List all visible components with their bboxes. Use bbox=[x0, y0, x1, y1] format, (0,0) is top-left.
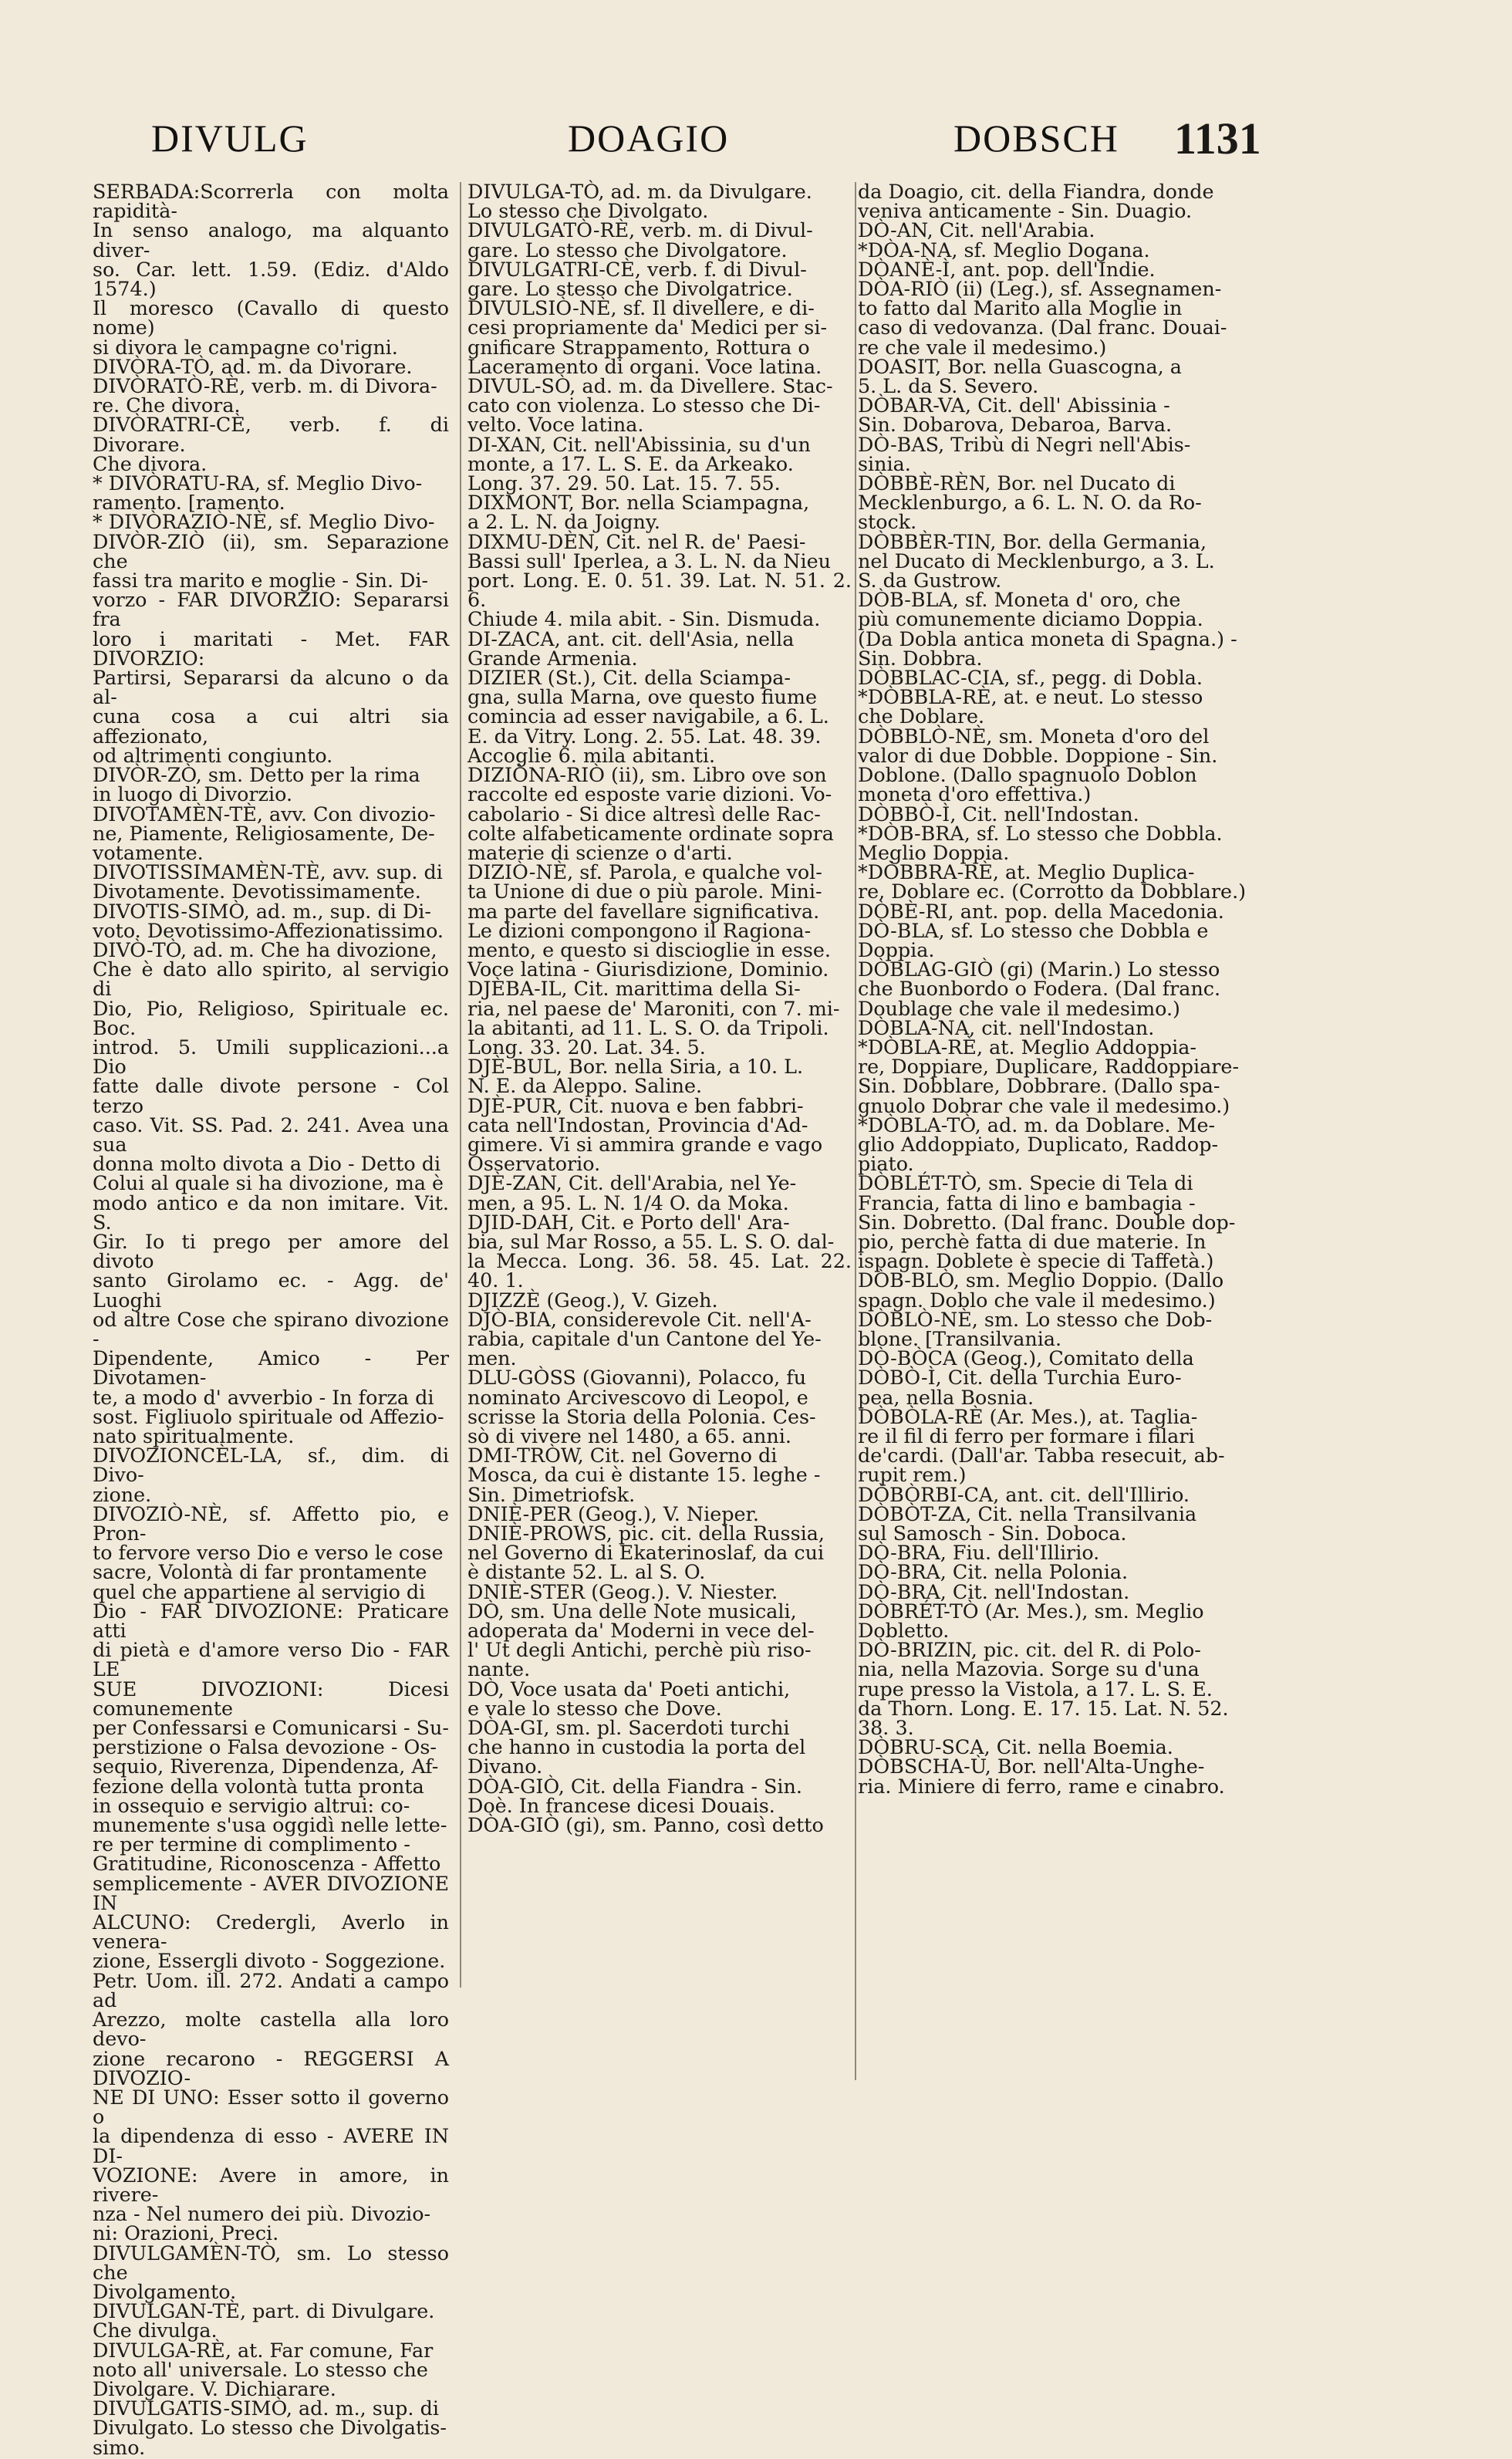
dictionary-entry: DÒ-AN, Cit. nell'Arabia. bbox=[858, 218, 1095, 242]
dictionary-entry: DÒ-BRA, Cit. nella Polonia. bbox=[858, 1560, 1129, 1584]
dictionary-entry: DJÈ-PUR, Cit. nuova e ben fabbri- cata nell'Indostan, Provincia d'Ad- gimere. Vi si ammira grande e vago Osservatorio. bbox=[467, 1093, 823, 1176]
page-number: 1131 bbox=[1174, 113, 1261, 164]
dictionary-entry: da Doagio, cit. della Fiandra, donde veniva anticamente - Sin. Duagio. bbox=[858, 180, 1214, 223]
dictionary-entry: DÒ-BÒCA (Geog.), Comitato della bbox=[858, 1346, 1194, 1370]
dictionary-entry: DIVULGA-RÈ, at. Far comune, Far noto all' universale. Lo stesso che Divolgare. V. Dichiarare. bbox=[93, 2338, 434, 2400]
dictionary-entry: DNIÈ-PER (Geog.), V. Nieper. bbox=[467, 1501, 759, 1525]
dictionary-entry: DÒBÒLA-RÈ (Ar. Mes.), at. Taglia- re il fil di ferro per formare i filari de'cardi. (Dall'ar. Tabba resecuit, ab- rupit rem.) bbox=[858, 1404, 1225, 1487]
dictionary-entry: DIVÒR-ZÒ, sm. Detto per la rima in luogo di Divorzio. bbox=[93, 763, 420, 806]
dictionary-entry: DÒ-BRIZIN, pic. cit. del R. di Polo- nia, nella Mazovia. Sorge su d'una rupe presso la Vistola, a 17. L. S. E. da Thorn. Long. E. 17. 15. Lat. N. 52. 38. 3. bbox=[858, 1638, 1229, 1740]
dictionary-entry: *DÒBLA-RÈ, at. Meglio Addoppia- re, Doppiare, Duplicare, Raddoppiare- Sin. Dobblare, Dobbrare. (Dallo spa- gnuolo Dobrar che vale il medesimo.) bbox=[858, 1035, 1240, 1117]
dictionary-entry: DJID-DAH, Cit. e Porto dell' Ara- bia, sul Mar Rosso, a 55. L. S. O. dal- la Mecca. Long. 36. 58. 45. Lat. 22. 40. 1. bbox=[467, 1210, 852, 1292]
dictionary-entry: DIZIÒ-NÈ, sf. Parola, e qualche vol- ta Unione di due o più parole. Mini- ma parte del favellare significativa. Le dizioni compongono il Ragiona- mento, e questo si discioglie in esse. Voce latina - Giurisdizione, Dominio. bbox=[467, 860, 831, 981]
dictionary-entry: DIVOZIONCÈL-LA, sf., dim. di Divo- zione. bbox=[93, 1444, 449, 1506]
column-2 bbox=[467, 182, 852, 1835]
dictionary-entry: * DIVÒRAZIÒ-NÈ, sf. Meglio Divo- bbox=[93, 510, 435, 534]
dictionary-entry: DLU-GÒSS (Giovanni), Polacco, fu nominato Arcivescovo di Leopol, e scrisse la Storia della Polonia. Ces- sò di vivere nel 1480, a 65. anni. bbox=[467, 1366, 816, 1447]
dictionary-entry: * DIVÒRATU-RA, sf. Meglio Divo- ramento. [ramento. bbox=[93, 471, 423, 515]
dictionary-entry: DÒ, Voce usata da' Poeti antichi, e vale lo stesso che Dove. bbox=[467, 1677, 791, 1720]
dictionary-entry: DÒBBÈR-TIN, Bor. della Germania, nel Ducato di Mecklenburgo, a 3. L. S. da Gustrow. bbox=[858, 529, 1215, 593]
dictionary-entry: *DÒBLA-TÒ, ad. m. da Doblare. Me- glio Addoppiato, Duplicato, Raddop- piato. bbox=[858, 1113, 1219, 1176]
dictionary-entry: DIVÒRA-TÒ, ad. m. da Divorare. bbox=[93, 354, 413, 378]
dictionary-entry: DOASIT, Bor. nella Guascogna, a 5. L. da S. Severo. bbox=[858, 354, 1182, 398]
dictionary-entry: DÒBBÈ-RÈN, Bor. nel Ducato di Mecklenburgo, a 6. L. N. O. da Ro- stock. bbox=[858, 471, 1202, 534]
dictionary-entry: DIVOZIÒ-NÈ, sf. Affetto pio, e Pron- to fervore verso Dio e verso le cose sacre, Volontà di far prontamente quel che appartiene al servigio di Dio - FAR DIVOZIONE: Praticare atti di pietà e d'amore verso Dio - FAR LE SUE DIVOZIONI: Dicesi comunemente per Confessarsi e Comunicarsi - Su- perstizione o Falsa devozione - Os- sequio, Riverenza, Dipendenza, Af- fezione della volontà tutta pronta in ossequio e servigio altrui: co- munemente s'usa oggidì nelle lette- re per termine di complimento - Gratitudine, Riconoscenza - Affetto semplicemente - AVER DIVOZIONE IN ALCUNO: Credergli, Averlo in venera- zione, Essergli divoto - Soggezione. Petr. Uom. ill. 272. Andati a campo ad Arezzo, molte castella alla loro devo- zione recarono - REGGERSI A DIVOZIO- NE DI UNO: Esser sotto il governo o la dipendenza di esso - AVERE IN DI- VOZIONE: Avere in amore, in rivere- nza - Nel numero dei più. Divozio- ni: Orazioni, Preci. bbox=[93, 1501, 449, 2245]
dictionary-entry: *DÒB-BRA, sf. Lo stesso che Dobbla. Meglio Doppia. bbox=[858, 821, 1223, 864]
dictionary-entry: *DÒA-NA, sf. Meglio Dogana. bbox=[858, 238, 1150, 262]
dictionary-entry: DIVUL-SÒ, ad. m. da Divellere. Stac- cato con violenza. Lo stesso che Di- velto. Voce latina. bbox=[467, 374, 833, 437]
dictionary-entry: DIXMONT, Bor. nella Sciampagna, a 2. L. N. da Joigny. bbox=[467, 491, 810, 534]
dictionary-entry: DIXMU-DÈN, Cit. nel R. de' Paesi- Bassi sull' Iperlea, a 3. L. N. da Nieu port. Long. E. 0. 51. 39. Lat. N. 51. 2. 6. Chiude 4. mila abit. - Sin. Dismuda. bbox=[467, 529, 852, 631]
dictionary-entry: DI-XAN, Cit. nell'Abissinia, su d'un monte, a 17. L. S. E. da Arkeako. Long. 37. 29. 50. Lat. 15. 7. 55. bbox=[467, 432, 811, 495]
dictionary-entry: *DÒBBLA-RÈ, at. e neut. Lo stesso che Doblare. bbox=[858, 685, 1203, 728]
dictionary-entry: DÒANÈ-Ì, ant. pop. dell'Indie. bbox=[858, 257, 1156, 281]
column-3 bbox=[858, 182, 1284, 1796]
dictionary-entry: DÒBRÉT-TÒ (Ar. Mes.), sm. Meglio Dobletto. bbox=[858, 1599, 1204, 1643]
dictionary-entry: DÒBÒRBI-CA, ant. cit. dell'Illirio. bbox=[858, 1482, 1190, 1506]
dictionary-entry: DIVULGATRI-CÈ, verb. f. di Divul- gare. Lo stesso che Divolgatrice. bbox=[467, 257, 807, 301]
dictionary-entry: DÒBSCHA-Ù, Bor. nell'Alta-Unghe- ria. Miniere di ferro, rame e cinabro. bbox=[858, 1755, 1225, 1798]
dictionary-entry: DÒB-BLA, sf. Moneta d' oro, che più comunemente diciamo Doppia. (Da Dobla antica moneta di Spagna.) - Sin. Dobbra. bbox=[858, 588, 1237, 670]
dictionary-entry: DIVÒR-ZIÒ (ii), sm. Separazione che fassi tra marito e moglie - Sin. Di- vorzo - FAR DIVORZIO: Separarsi fra loro i maritati - Met. FAR DIVORZIO: Partirsi, Separarsi da alcuno o da al- cuna cosa a cui altri sia affezionato, od altrimenti congiunto. bbox=[93, 529, 449, 767]
dictionary-entry: DÒBRU-SCA, Cit. nella Boemia. bbox=[858, 1735, 1173, 1759]
dictionary-entry: DIVOTISSIMAMÈN-TÈ, avv. sup. di Divotamente. Devotissimamente. bbox=[93, 860, 443, 904]
dictionary-entry: DJÈBA-IL, Cit. marittima della Si- ria, nel paese de' Maroniti, con 7. mi- la abitanti, ad 11. L. S. O. da Tripoli. Long. 33. 20. Lat. 34. 5. bbox=[467, 977, 840, 1059]
dictionary-entry: DIVULGATIS-SIMÒ, ad. m., sup. di Divulgato. Lo stesso che Divolgatis- simo. bbox=[93, 2397, 447, 2459]
column-divider-2 bbox=[855, 182, 856, 2080]
dictionary-entry: DJÈ-BUL, Bor. nella Siria, a 10. L. N. E. da Aleppo. Saline. bbox=[467, 1055, 804, 1098]
dictionary-entry: DIZIER (St.), Cit. della Sciampa- gna, sulla Marna, ove questo fiume comincia ad esser navigabile, a 6. L. E. da Vitry. Long. 2. 55. Lat. 48. 39. Accoglie 6. mila abitanti. bbox=[467, 666, 829, 767]
left-guide-word: DIVULG bbox=[151, 117, 309, 160]
dictionary-entry: DJIZZÈ (Geog.), V. Gizeh. bbox=[467, 1288, 718, 1312]
dictionary-entry: DIVOTAMÈN-TÈ, avv. Con divozio- ne, Piamente, Religiosamente, De- votamente. bbox=[93, 802, 436, 864]
center-guide-word: DOAGIO bbox=[568, 117, 730, 160]
dictionary-entry: DIVULGA-TÒ, ad. m. da Divulgare. Lo stesso che Divolgato. bbox=[467, 180, 812, 223]
dictionary-entry: DÒBÒT-ZA, Cit. nella Transilvania sul Samosch - Sin. Doboca. bbox=[858, 1501, 1197, 1545]
right-guide-word: DOBSCH bbox=[953, 117, 1119, 160]
dictionary-entry: DIZIÒNA-RIÒ (ii), sm. Libro ove son raccolte ed esposte varie dizioni. Vo- cabolario - Si dice altresì delle Rac- colte alfabeticamente ordinate sopra materie di scienze o d'arti. bbox=[467, 763, 834, 864]
dictionary-entry: DÒBBLÒ-NÈ, sm. Moneta d'oro del valor di due Dobble. Doppione - Sin. Doblone. (Dallo spagnuolo Doblon moneta d'oro effettiva.) bbox=[858, 724, 1218, 806]
dictionary-entry: DÒBAR-VA, Cit. dell' Abissinia - Sin. Dobarova, Debaroa, Barva. bbox=[858, 394, 1173, 437]
dictionary-entry: DJÒ-BIA, considerevole Cit. nell'A- rabia, capitale d'un Cantone del Ye- men. bbox=[467, 1307, 822, 1370]
dictionary-entry: DÒ-BAS, Tribù di Negri nell'Abis- sinia. bbox=[858, 432, 1191, 475]
column-divider-1 bbox=[460, 182, 461, 1988]
dictionary-entry: DNIÈ-STER (Geog.). V. Niester. bbox=[467, 1579, 778, 1603]
dictionary-entry: DÒA-GIÒ, Cit. della Fiandra - Sin. Doè. In francese dicesi Douais. bbox=[467, 1774, 802, 1817]
dictionary-entry: DÒBBÒ-Ì, Cit. nell'Indostan. bbox=[858, 802, 1139, 826]
dictionary-entry: DJÈ-ZAN, Cit. dell'Arabia, nel Ye- men, a 95. L. N. 1/4 O. da Moka. bbox=[467, 1171, 797, 1214]
dictionary-entry: DÒ-BRA, Cit. nell'Indostan. bbox=[858, 1579, 1130, 1603]
dictionary-entry: DIVULGAMÈN-TÒ, sm. Lo stesso che Divolgamento. bbox=[93, 2241, 449, 2303]
dictionary-entry: DÒBBLAC-CIA, sf., pegg. di Dobla. bbox=[858, 666, 1203, 690]
dictionary-entry: DIVOTIS-SIMÒ, ad. m., sup. di Di- voto. Devotissimo-Affezionatissimo. bbox=[93, 899, 444, 942]
dictionary-entry: SERBADA:Scorrerla con molta rapidità- In senso analogo, ma alquanto diver- so. Car. lett. 1.59. (Ediz. d'Aldo 1574.) Il moresco (Cavallo di questo nome) si divora le campagne co'rigni. bbox=[93, 180, 449, 359]
dictionary-entry: DIVULGAN-TÈ, part. di Divulgare. Che divulga. bbox=[93, 2299, 435, 2342]
dictionary-entry: DÒA-GIÒ (gi), sm. Panno, così detto bbox=[467, 1813, 824, 1837]
dictionary-entry: DÒBÒ-Ì, Cit. della Turchia Euro- pea, nella Bosnia. bbox=[858, 1366, 1182, 1409]
dictionary-entry: DÒB-BLÒ, sm. Meglio Doppio. (Dallo spagn. Doblo che vale il medesimo.) bbox=[858, 1268, 1224, 1312]
dictionary-entry: DÒ-BRA, Fiu. dell'Illirio. bbox=[858, 1541, 1100, 1565]
dictionary-entry: DIVÒ-TÒ, ad. m. Che ha divozione, Che è dato allo spirito, al servigio di Dio, Pio, Religioso, Spirituale ec. Boc. introd. 5. Umili supplicazioni...a Dio fatte dalle divote persone - Col terzo caso. Vit. SS. Pad. 2. 241. Avea una sua donna molto divota a Dio - Detto di Colui al quale si ha divozione, ma è modo antico e da non imitare. Vit. S. Gir. Io ti prego per amore del divoto santo Girolamo ec. - Agg. de' Luoghi od altre Cose che spirano divozione - Dipendente, Amico - Per Divotamen- te, a modo d' avverbio - In forza di sost. Figliuolo spirituale od Affezio- nato spiritualmente. bbox=[93, 937, 449, 1447]
dictionary-entry: DÒA-GI, sm. pl. Sacerdoti turchi che hanno in custodia la porta del Divano. bbox=[467, 1716, 806, 1778]
dictionary-entry: DNIÈ-PROWS, pic. cit. della Russia, nel Governo di Ekaterinoslaf, da cui è distante 52. L. al S. O. bbox=[467, 1522, 825, 1584]
dictionary-entry: DÒBLAG-GIÒ (gi) (Marin.) Lo stesso che Buonbordo o Fodera. (Dal franc. Doublage che vale il medesimo.) bbox=[858, 958, 1221, 1020]
column-1 bbox=[93, 182, 449, 2457]
dictionary-entry: DÒBLÉT-TÒ, sm. Specie di Tela di Francia, fatta di lino e bambagia - Sin. Dobretto. (Dal franc. Double dop- pio, perchè fatta di due materie. In ispagn. Doblete è specie di Taffetà.) bbox=[858, 1171, 1236, 1273]
page-header bbox=[151, 113, 1262, 174]
dictionary-entry: DIVULGATÒ-RÈ, verb. m. di Divul- gare. Lo stesso che Divolgatore. bbox=[467, 218, 813, 262]
dictionary-entry: DIVÒRATRI-CÈ, verb. f. di Divorare. Che divora. bbox=[93, 413, 449, 475]
dictionary-entry: DÒ, sm. Una delle Note musicali, adoperata da' Moderni in vece del- l' Ut degli Antichi, perchè più riso- nante. bbox=[467, 1599, 815, 1681]
dictionary-entry: DÒBLÒ-NÈ, sm. Lo stesso che Dob- blone. [Transilvania. bbox=[858, 1307, 1213, 1350]
dictionary-entry: DÒ-BLA, sf. Lo stesso che Dobbla e Doppia. bbox=[858, 918, 1209, 961]
dictionary-entry: DÒBLA-NA, cit. nell'Indostan. bbox=[858, 1015, 1155, 1039]
dictionary-entry: DÒA-RIÒ (ii) (Leg.), sf. Assegnamen- to fatto dal Marito alla Moglie in caso di vedovanza. (Dal franc. Douai- re che vale il medesimo.) bbox=[858, 277, 1227, 359]
dictionary-entry: DIVULSIÒ-NÈ, sf. Il divellere, e di- cesi propriamente da' Medici per si- gnificare Strappamento, Rottura o Laceramento di organi. Voce latina. bbox=[467, 296, 828, 378]
dictionary-entry: DI-ZACA, ant. cit. dell'Asia, nella Grande Armenia. bbox=[467, 627, 795, 670]
dictionary-entry: DMI-TRÒW, Cit. nel Governo di Mosca, da cui è distante 15. leghe - Sin. Dimetriofsk. bbox=[467, 1444, 821, 1506]
dictionary-entry: *DÒBBRA-RÈ, at. Meglio Duplica- re, Doblare ec. (Corrotto da Dobblare.) bbox=[858, 860, 1247, 904]
dictionary-entry: DIVÒRATÒ-RÈ, verb. m. di Divora- re. Che divora. bbox=[93, 374, 437, 417]
dictionary-entry: DÒBÈ-RI, ant. pop. della Macedonia. bbox=[858, 899, 1224, 923]
